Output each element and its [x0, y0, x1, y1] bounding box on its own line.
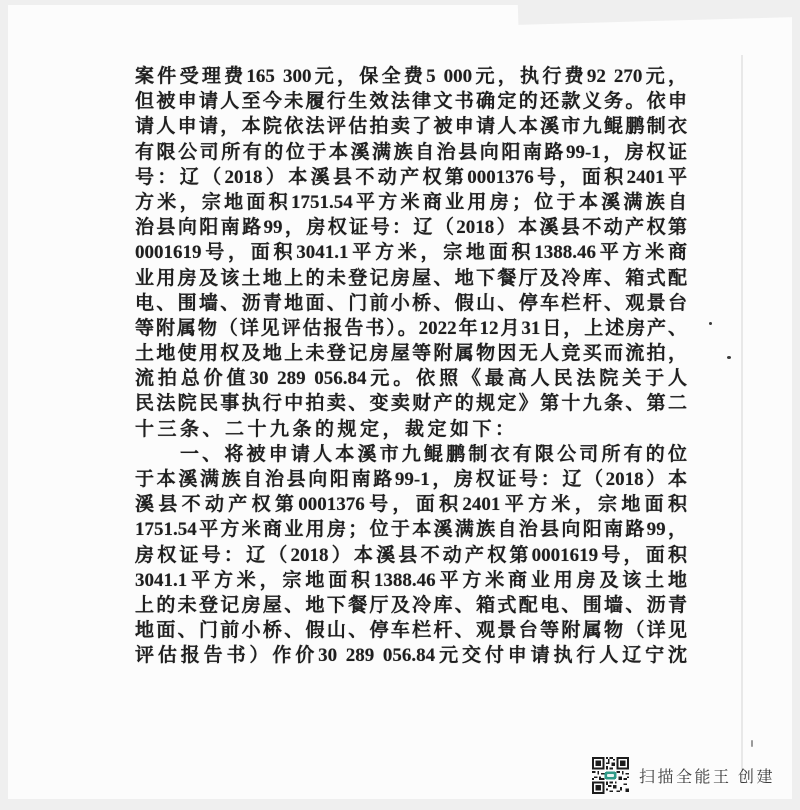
qr-code-icon [592, 757, 629, 794]
scan-speck [727, 356, 731, 359]
text-line-paragraph-start: 一、将被申请人本溪市九鲲鹏制衣有限公司所有的位 [180, 443, 687, 465]
text-line: 号：辽（2018）本溪县不动产权第0001376号，面积2401平 [135, 166, 687, 188]
watermark-label: 扫描全能王 创建 [639, 768, 776, 786]
text-line: 电、围墙、沥青地面、门前小桥、假山、停车栏杆、观景台 [135, 292, 687, 314]
text-line: 评估报告书）作价30 289 056.84元交付申请执行人辽宁沈 [135, 645, 687, 667]
text-line: 案件受理费165 300元，保全费5 000元，执行费92 270元， [135, 66, 687, 87]
text-line: 于本溪满族自治县向阳南路99-1，房权证号：辽（2018）本 [135, 469, 687, 490]
text-line: 但被申请人至今未履行生效法律文书确定的还款义务。依申 [135, 91, 687, 113]
text-line: 有限公司所有的位于本溪满族自治县向阳南路99-1，房权证 [135, 141, 687, 163]
text-line: 方米，宗地面积1751.54平方米商业用房；位于本溪满族自 [135, 191, 687, 213]
scanned-document-page [8, 5, 792, 799]
text-line: 流拍总价值30 289 056.84元。依照《最高人民法院关于人 [135, 368, 687, 390]
camscanner-watermark [592, 756, 775, 794]
scan-skew-edge [518, 0, 798, 25]
text-line: 土地使用权及地上未登记房屋等附属物因无人竞买而流拍， [135, 343, 687, 365]
text-line: 上的未登记房屋、地下餐厅及冷库、箱式配电、围墙、沥青 [135, 594, 687, 616]
text-line: 1751.54平方米商业用房；位于本溪满族自治县向阳南路99， [135, 519, 687, 541]
document-text-block [135, 64, 687, 669]
text-line: 3041.1平方米，宗地面积1388.46平方米商业用房及该土地 [135, 569, 687, 591]
text-line: 民法院民事执行中拍卖、变卖财产的规定》第十九条、第二 [135, 393, 687, 415]
text-line: 十三条、二十九条的规定，裁定如下： [135, 418, 518, 440]
text-line: 溪县不动产权第0001376号，面积2401平方米，宗地面积 [135, 494, 687, 516]
text-line: 请人申请，本院依法评估拍卖了被申请人本溪市九鲲鹏制衣 [135, 116, 687, 138]
text-line: 地面、门前小桥、假山、停车栏杆、观景台等附属物（详见 [135, 620, 687, 642]
text-line: 治县向阳南路99，房权证号：辽（2018）本溪县不动产权第 [135, 217, 687, 239]
text-line: 业用房及该土地上的未登记房屋、地下餐厅及冷库、箱式配 [135, 267, 687, 289]
text-line: 0001619号，面积3041.1平方米，宗地面积1388.46平方米商 [135, 242, 687, 264]
scan-crease-line [741, 55, 743, 783]
text-line: 等附属物（详见评估报告书）。2022年12月31日，上述房产、 [135, 317, 687, 339]
text-line: 房权证号：辽（2018）本溪县不动产权第0001619号，面积 [135, 544, 687, 566]
scan-speck [709, 322, 712, 325]
scan-speck [751, 740, 753, 747]
